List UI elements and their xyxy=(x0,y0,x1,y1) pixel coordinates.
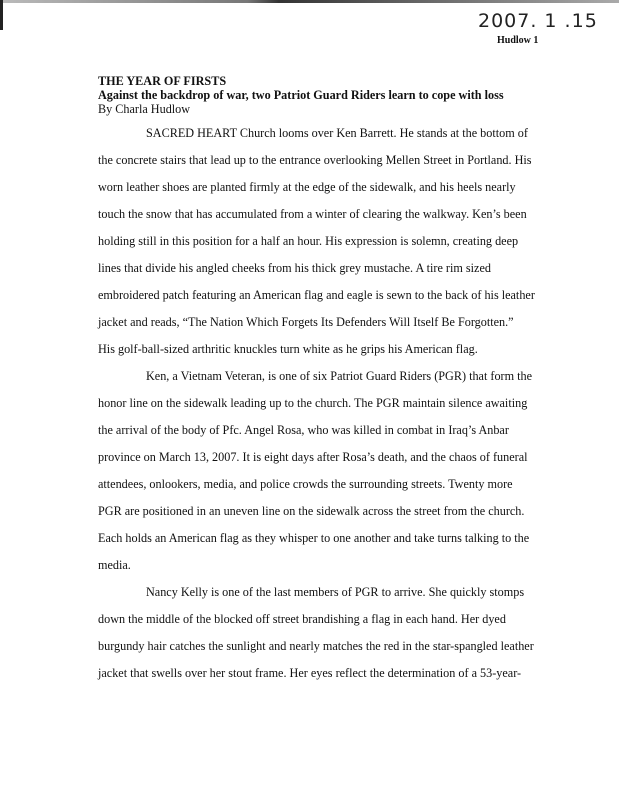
text-line: jacket that swells over her stout frame. Her eyes reflect the determination of a 53-year- xyxy=(98,666,522,680)
text-line: burgundy hair catches the sunlight and nearly matches the red in the star-spangled leather xyxy=(98,639,534,653)
handwritten-date: 2007. 1 .15 xyxy=(478,10,598,32)
scan-border-left xyxy=(0,0,3,30)
byline: By Charla Hudlow xyxy=(98,102,191,116)
text-line: down the middle of the blocked off street brandishing a flag in each hand. Her dyed xyxy=(98,612,506,626)
text-line: media. xyxy=(98,558,131,572)
text-line: touch the snow that has accumulated from a winter of clearing the walkway. Ken’s been xyxy=(98,207,527,221)
article-subtitle: Against the backdrop of war, two Patriot Guard Riders learn to cope with loss xyxy=(98,88,504,102)
text-line: PGR are positioned in an uneven line on the sidewalk across the street from the church. xyxy=(98,504,525,518)
text-line: SACRED HEART Church looms over Ken Barrett. He stands at the bottom of xyxy=(146,126,528,140)
title-block xyxy=(98,74,504,116)
text-line: worn leather shoes are planted firmly at the edge of the sidewalk, and his heels nearly xyxy=(98,180,516,194)
text-line: the concrete stairs that lead up to the entrance overlooking Mellen Street in Portland. His xyxy=(98,153,532,167)
text-line: the arrival of the body of Pfc. Angel Rosa, who was killed in combat in Iraq’s Anbar xyxy=(98,423,509,437)
text-line: jacket and reads, “The Nation Which Forgets Its Defenders Will Itself Be Forgotten.” xyxy=(98,315,514,329)
text-line: attendees, onlookers, media, and police crowds the surrounding streets. Twenty more xyxy=(98,477,513,491)
text-line: holding still in this position for a half an hour. His expression is solemn, creating deep xyxy=(98,234,519,248)
running-header: Hudlow 1 xyxy=(497,35,539,46)
text-line: Ken, a Vietnam Veteran, is one of six Patriot Guard Riders (PGR) that form the xyxy=(146,369,533,383)
text-line: lines that divide his angled cheeks from his thick grey mustache. A tire rim sized xyxy=(98,261,491,275)
text-line: honor line on the sidewalk leading up to the church. The PGR maintain silence awaiting xyxy=(98,396,528,410)
article-body xyxy=(98,123,535,690)
text-line: province on March 13, 2007. It is eight days after Rosa’s death, and the chaos of funeral xyxy=(98,450,528,464)
text-line: His golf-ball-sized arthritic knuckles turn white as he grips his American flag. xyxy=(98,342,478,356)
text-line: embroidered patch featuring an American flag and eagle is sewn to the back of his leather xyxy=(98,288,535,302)
scan-border-top xyxy=(0,0,619,3)
text-line: Nancy Kelly is one of the last members of PGR to arrive. She quickly stomps xyxy=(146,585,525,599)
text-line: Each holds an American flag as they whisper to one another and take turns talking to the xyxy=(98,531,530,545)
article-title: THE YEAR OF FIRSTS xyxy=(98,74,227,88)
